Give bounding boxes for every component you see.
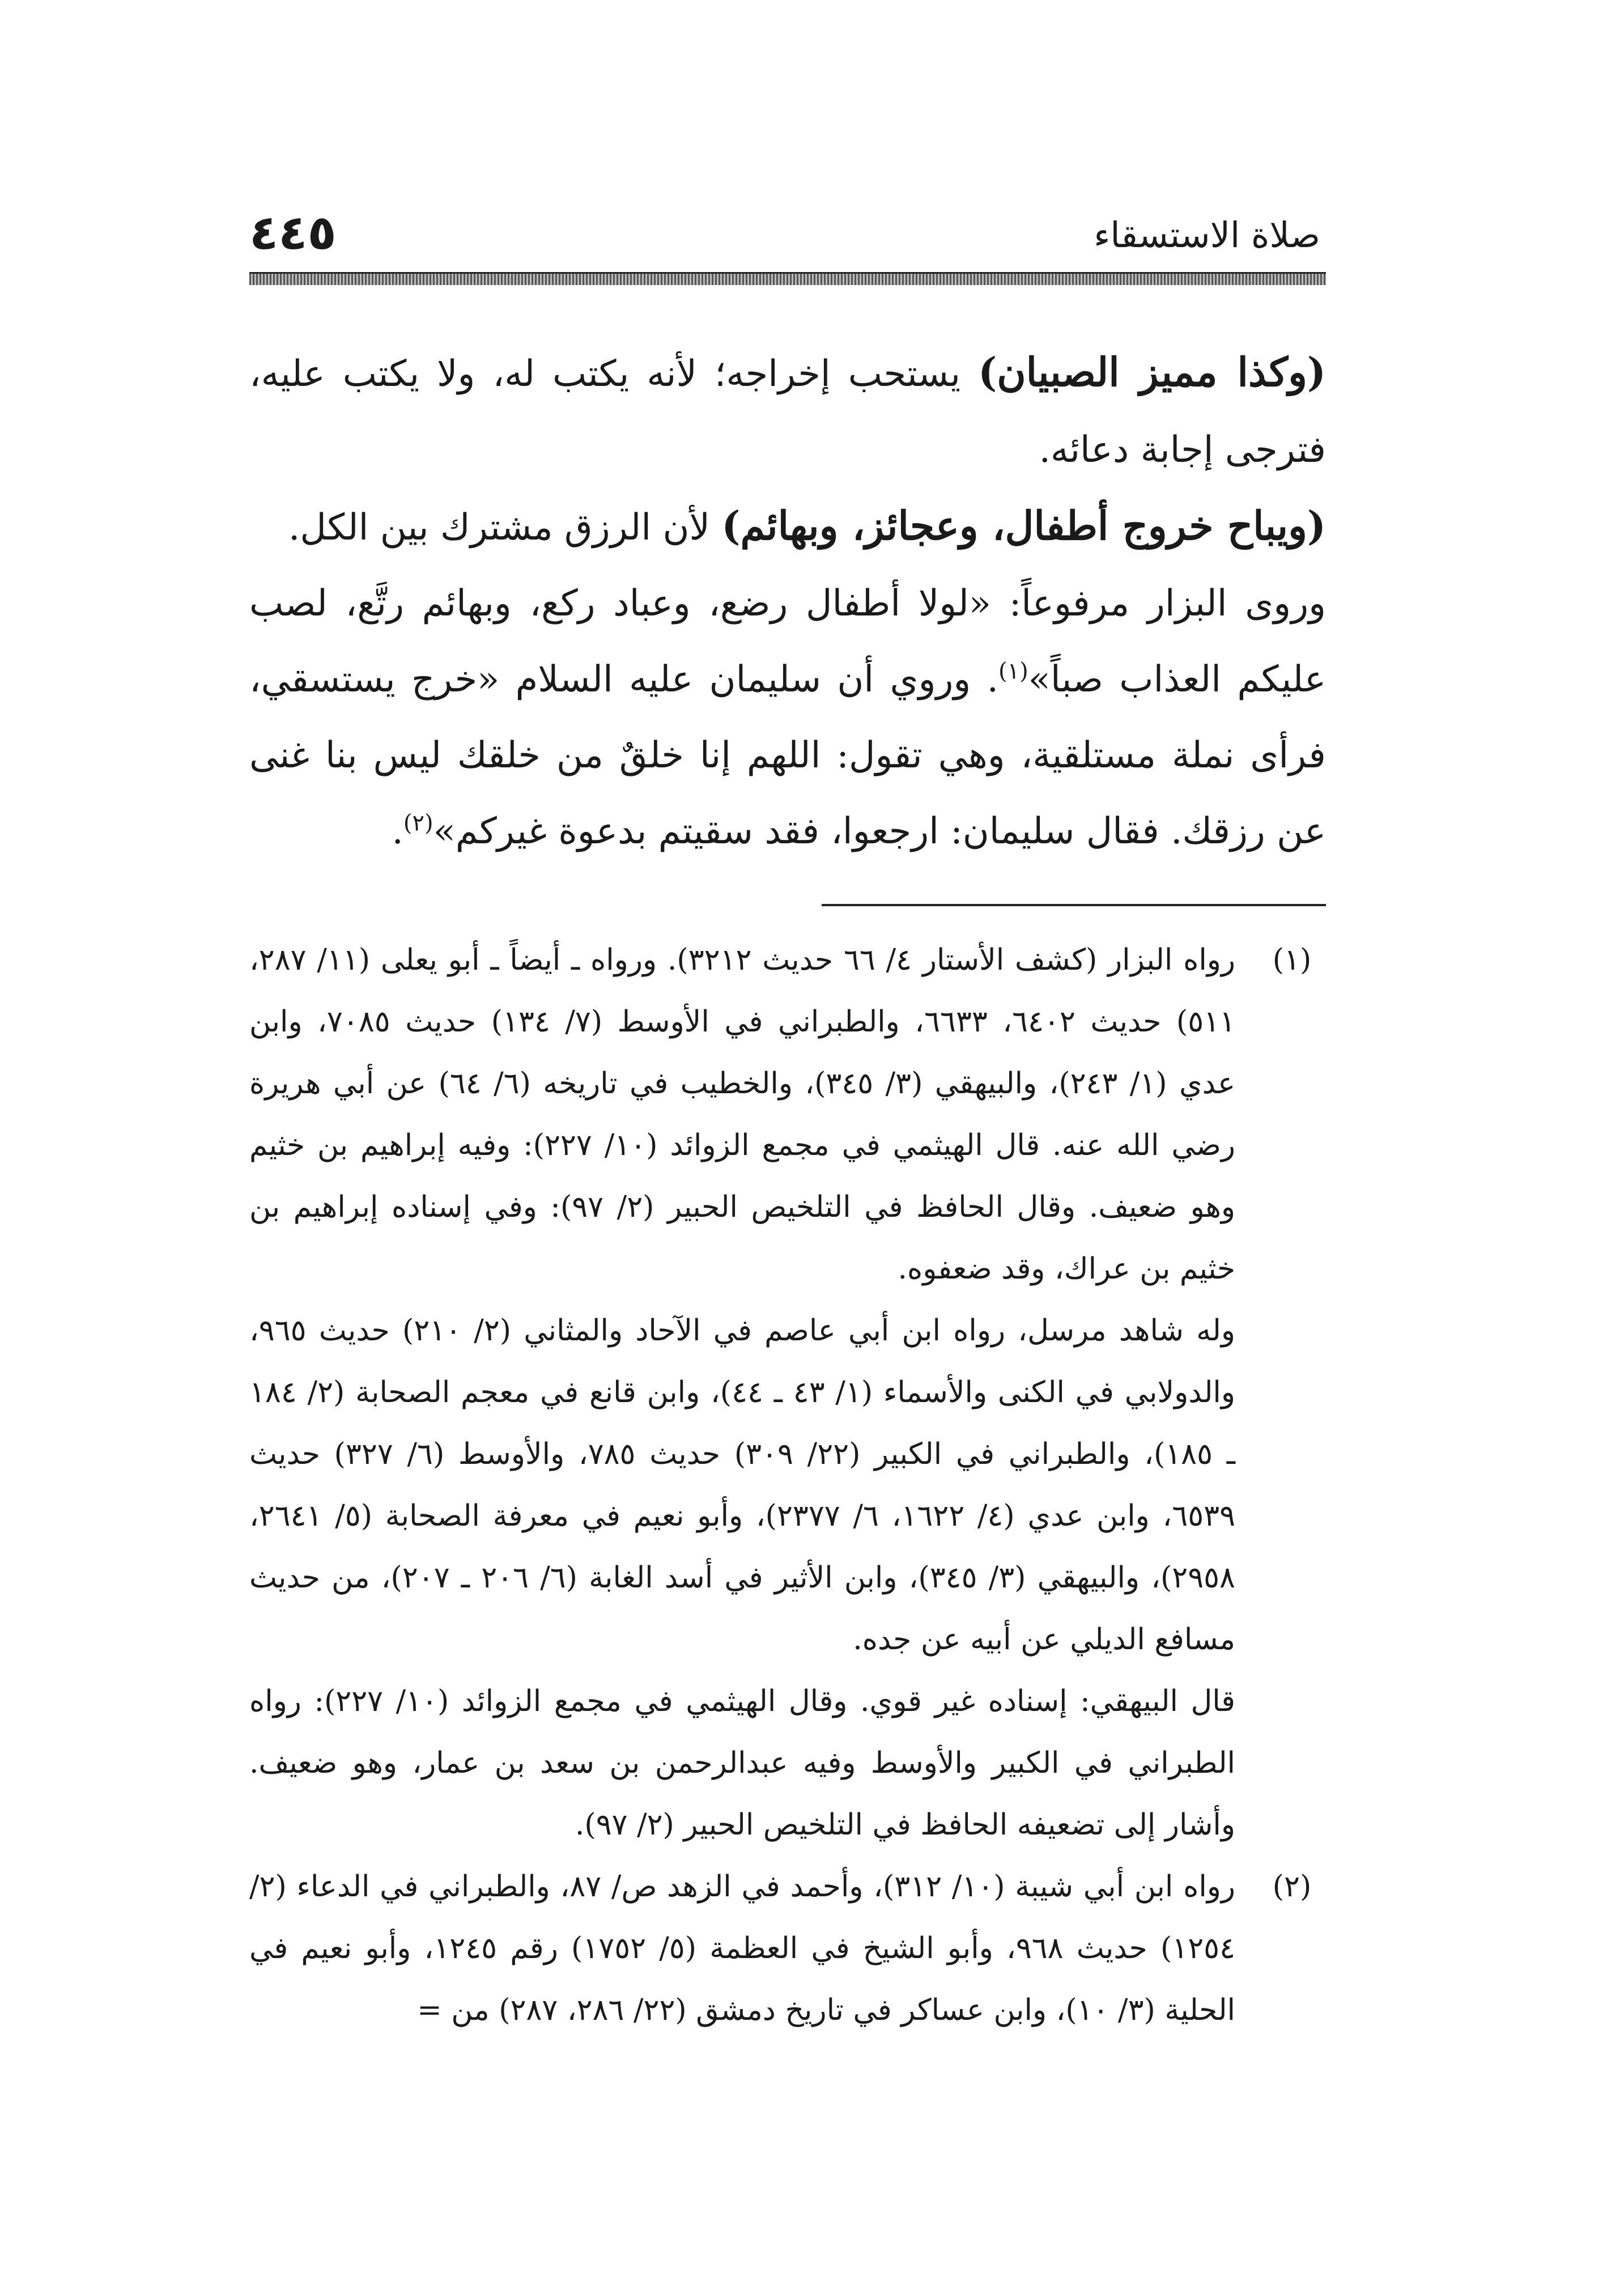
page-number: ٤٤٥ <box>249 205 337 260</box>
footnote-1 <box>249 929 1326 1300</box>
footnote-2 <box>249 1856 1326 2041</box>
footnote-1-continuation-1: وله شاهد مرسل، رواه ابن أبي عاصم في الآحاد والمثاني (٢/ ٢١٠) حديث ٩٦٥، والدولابي في الكنى والأسماء (١/ ٤٣ ـ ٤٤)، وابن قانع في معجم الصحابة (٢/ ١٨٤ ـ ١٨٥)، والطبراني في الكبير (٢٢/ ٣٠٩) حديث ٧٨٥، والأوسط (٦/ ٣٢٧) حديث ٦٥٣٩، وابن عدي (٤/ ١٦٢٢، ٦/ ٢٣٧٧)، وأبو نعيم في معرفة الصحابة (٥/ ٢٦٤١، ٢٩٥٨)، والبيهقي (٣/ ٣٤٥)، وابن الأثير في أسد الغابة (٦/ ٢٠٦ ـ ٢٠٧)، من حديث مسافع الديلي عن أبيه عن جده. <box>249 1314 1236 1657</box>
footnote-2-text: رواه ابن أبي شيبة (١٠/ ٣١٢)، وأحمد في الزهد ص/ ٨٧، والطبراني في الدعاء (٢/ ١٢٥٤) حديث ٩٦٨، وأبو الشيخ في العظمة (٥/ ١٧٥٢) رقم ١٢٤٥، وأبو نعيم في الحلية (٣/ ١٠)، وابن عساكر في تاريخ دمشق (٢٢/ ٢٨٦، ٢٨٧) من = <box>249 1870 1235 2027</box>
footnote-1-text: رواه البزار (كشف الأستار ٤/ ٦٦ حديث ٣٢١٢). ورواه ـ أيضاً ـ أبو يعلى (١١/ ٢٨٧، ٥١١) حديث ٦٤٠٢، ٦٦٣٣، والطبراني في الأوسط (٧/ ١٣٤) حديث ٧٠٨٥، وابن عدي (١/ ٢٤٣)، والبيهقي (٣/ ٣٤٥)، والخطيب في تاريخه (٦/ ٦٤) عن أبي هريرة رضي الله عنه. قال الهيثمي في مجمع الزوائد (١٠/ ٢٢٧): وفيه إبراهيم بن خثيم وهو ضعيف. وقال الحافظ في التلخيص الحبير (٢/ ٩٧): وفي إسناده إبراهيم بن خثيم بن عراك، وقد ضعفوه. <box>249 943 1236 1286</box>
footnotes <box>249 929 1326 2041</box>
paragraph-1-text: يستحب إخراجه؛ لأنه يكتب له، ولا يكتب عليه، فترجى إجابة دعائه. <box>249 353 1326 471</box>
matn-bold-2: (ويباح خروج أطفال، وعجائز، وبهائم) <box>721 502 1326 549</box>
paragraph-3-text-b: . وروي أن سليمان عليه السلام «خرج يستسقي، فرأى نملة مستلقية، وهي تقول: اللهم إنا خلقٌ من خلقك ليس بنا غنى عن رزقك. فقال سليمان: ارجعوا، فقد سقيتم بدعوة غيركم» <box>249 659 1326 852</box>
paragraph-3 <box>249 566 1326 869</box>
footnote-1-number: (١) <box>1272 943 1312 977</box>
paragraph-3-text-a: وروى البزار مرفوعاً: «لولا أطفال رضع، وعباد ركع، وبهائم رتَّع، لصب عليكم العذاب صباً» <box>249 583 1327 700</box>
paragraph-2-text: لأن الرزق مشترك بين الكل. <box>288 507 722 549</box>
running-header <box>249 201 1320 269</box>
chapter-title: صلاة الاستسقاء <box>1094 214 1320 256</box>
paragraph-1 <box>249 334 1326 488</box>
header-rule <box>249 272 1326 285</box>
footnote-ref-1[interactable]: (١) <box>998 658 1028 685</box>
footnote-separator <box>822 904 1326 906</box>
footnote-2-number: (٢) <box>1272 1870 1312 1904</box>
footnote-ref-2[interactable]: (٢) <box>403 810 433 836</box>
matn-bold-1: (وكذا مميز الصبيان) <box>978 349 1326 396</box>
main-text <box>249 334 1326 869</box>
paragraph-2 <box>249 488 1326 566</box>
footnote-1-continuation-2: قال البيهقي: إسناده غير قوي. وقال الهيثمي في مجمع الزوائد (١٠/ ٢٢٧): رواه الطبراني في الكبير والأوسط وفيه عبدالرحمن بن سعد بن عمار، وهو ضعيف. وأشار إلى تضعيفه الحافظ في التلخيص الحبير (٢/ ٩٧). <box>249 1684 1235 1842</box>
paragraph-3-text-c: . <box>392 810 403 852</box>
